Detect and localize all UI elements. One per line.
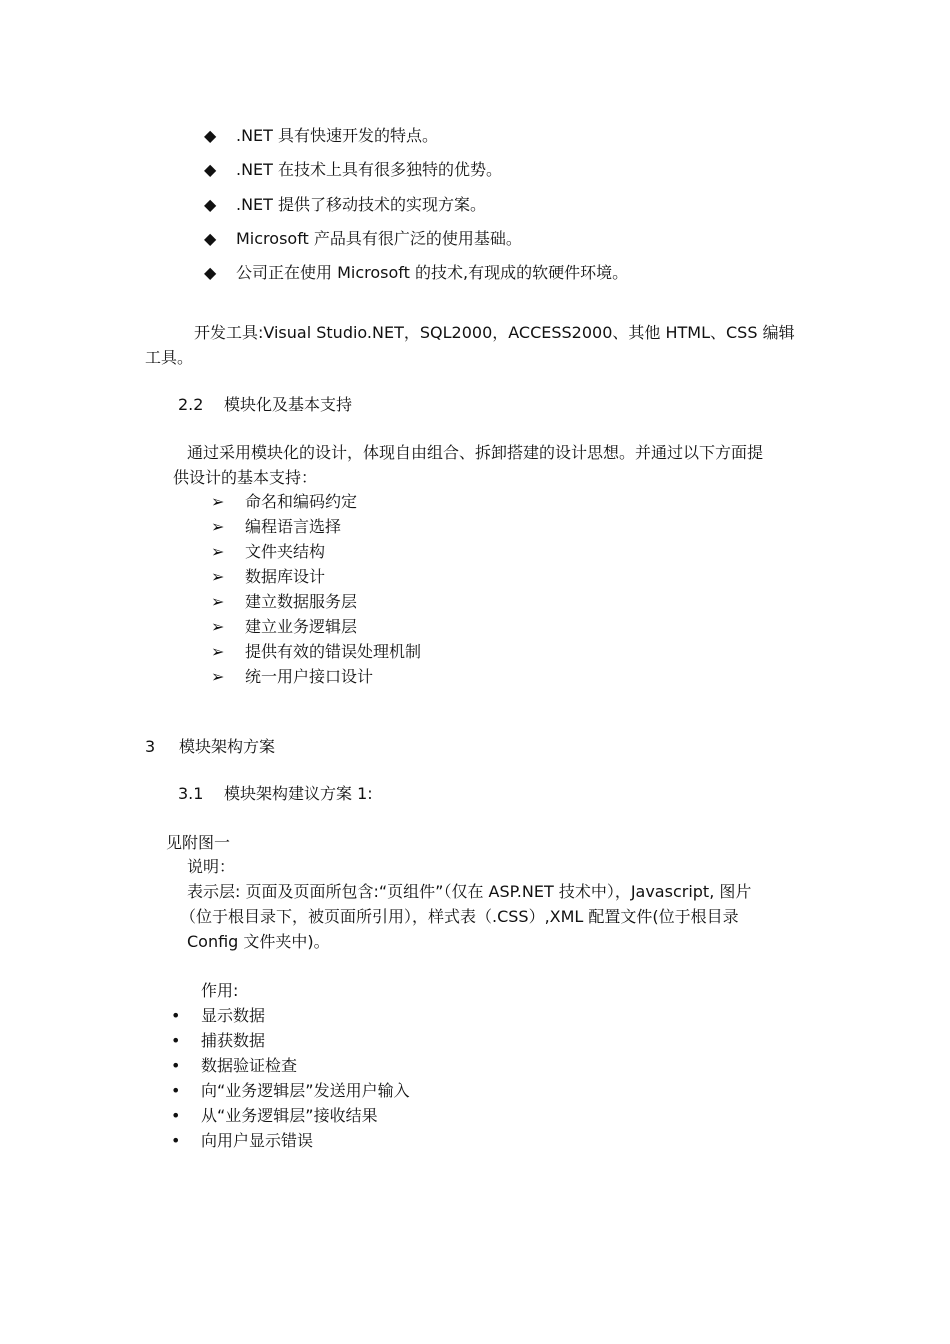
list-item: 数据验证检查 [201, 1056, 298, 1075]
see-figure-text: 见附图一 [166, 833, 231, 852]
dot-bullet-icon: • [171, 1031, 181, 1050]
list-item: 捕获数据 [201, 1031, 266, 1050]
diamond-bullet-icon: ◆ [204, 195, 217, 214]
diamond-bullet-icon: ◆ [204, 229, 217, 248]
section-title: 模块架构方案 [179, 737, 276, 756]
list-item: .NET 在技术上具有很多独特的优势。 [236, 160, 503, 179]
list-item: 建立业务逻辑层 [245, 617, 358, 636]
dot-bullet-icon: • [171, 1081, 181, 1100]
section-number: 3 [145, 737, 156, 756]
list-item: 数据库设计 [245, 567, 326, 586]
presentation-line3: Config 文件夹中)。 [187, 932, 330, 951]
dot-bullet-icon: • [171, 1056, 181, 1075]
explain-label: 说明： [187, 857, 236, 876]
arrow-bullet-icon: ➢ [211, 567, 225, 586]
section-number: 2.2 [178, 395, 204, 414]
dot-bullet-icon: • [171, 1131, 181, 1150]
list-item: 向“业务逻辑层”发送用户输入 [201, 1081, 410, 1100]
diamond-bullet-icon: ◆ [204, 263, 217, 282]
diamond-bullet-icon: ◆ [204, 126, 217, 145]
list-item: 向用户显示错误 [201, 1131, 314, 1150]
arrow-bullet-icon: ➢ [211, 517, 225, 536]
list-item: 文件夹结构 [245, 542, 326, 561]
dot-bullet-icon: • [171, 1106, 181, 1125]
dev-tools-line1: 开发工具:Visual Studio.NET，SQL2000，ACCESS2000、其他 HTML、CSS 编辑 [194, 323, 795, 342]
role-label: 作用: [201, 981, 239, 1000]
diamond-bullet-icon: ◆ [204, 160, 217, 179]
section-title: 模块架构建议方案 1: [224, 784, 373, 803]
presentation-line2: （位于根目录下，被页面所引用），样式表（.CSS）,XML 配置文件(位于根目录 [180, 907, 739, 926]
list-item: 公司正在使用 Microsoft 的技术,有现成的软硬件环境。 [236, 263, 629, 282]
list-item: .NET 具有快速开发的特点。 [236, 126, 439, 145]
list-item: Microsoft 产品具有很广泛的使用基础。 [236, 229, 522, 248]
arrow-bullet-icon: ➢ [211, 542, 225, 561]
dev-tools-line2: 工具。 [145, 348, 194, 367]
list-item: 编程语言选择 [245, 517, 342, 536]
list-item: 命名和编码约定 [245, 492, 358, 511]
list-item: 显示数据 [201, 1006, 266, 1025]
list-item: 统一用户接口设计 [245, 667, 374, 686]
arrow-bullet-icon: ➢ [211, 592, 225, 611]
list-item: 从“业务逻辑层”接收结果 [201, 1106, 378, 1125]
section-title: 模块化及基本支持 [224, 395, 353, 414]
list-item: 提供有效的错误处理机制 [245, 642, 422, 661]
list-item: .NET 提供了移动技术的实现方案。 [236, 195, 487, 214]
arrow-bullet-icon: ➢ [211, 617, 225, 636]
list-item: 建立数据服务层 [245, 592, 358, 611]
arrow-bullet-icon: ➢ [211, 642, 225, 661]
arrow-bullet-icon: ➢ [211, 492, 225, 511]
presentation-line1: 表示层: 页面及页面所包含:“页组件”（仅在 ASP.NET 技术中），Javascript, 图片 [187, 882, 752, 901]
dot-bullet-icon: • [171, 1006, 181, 1025]
intro-line1: 通过采用模块化的设计，体现自由组合、拆卸搭建的设计思想。并通过以下方面提 [187, 443, 764, 462]
intro-line2: 供设计的基本支持： [173, 468, 318, 487]
arrow-bullet-icon: ➢ [211, 667, 225, 686]
section-number: 3.1 [178, 784, 204, 803]
